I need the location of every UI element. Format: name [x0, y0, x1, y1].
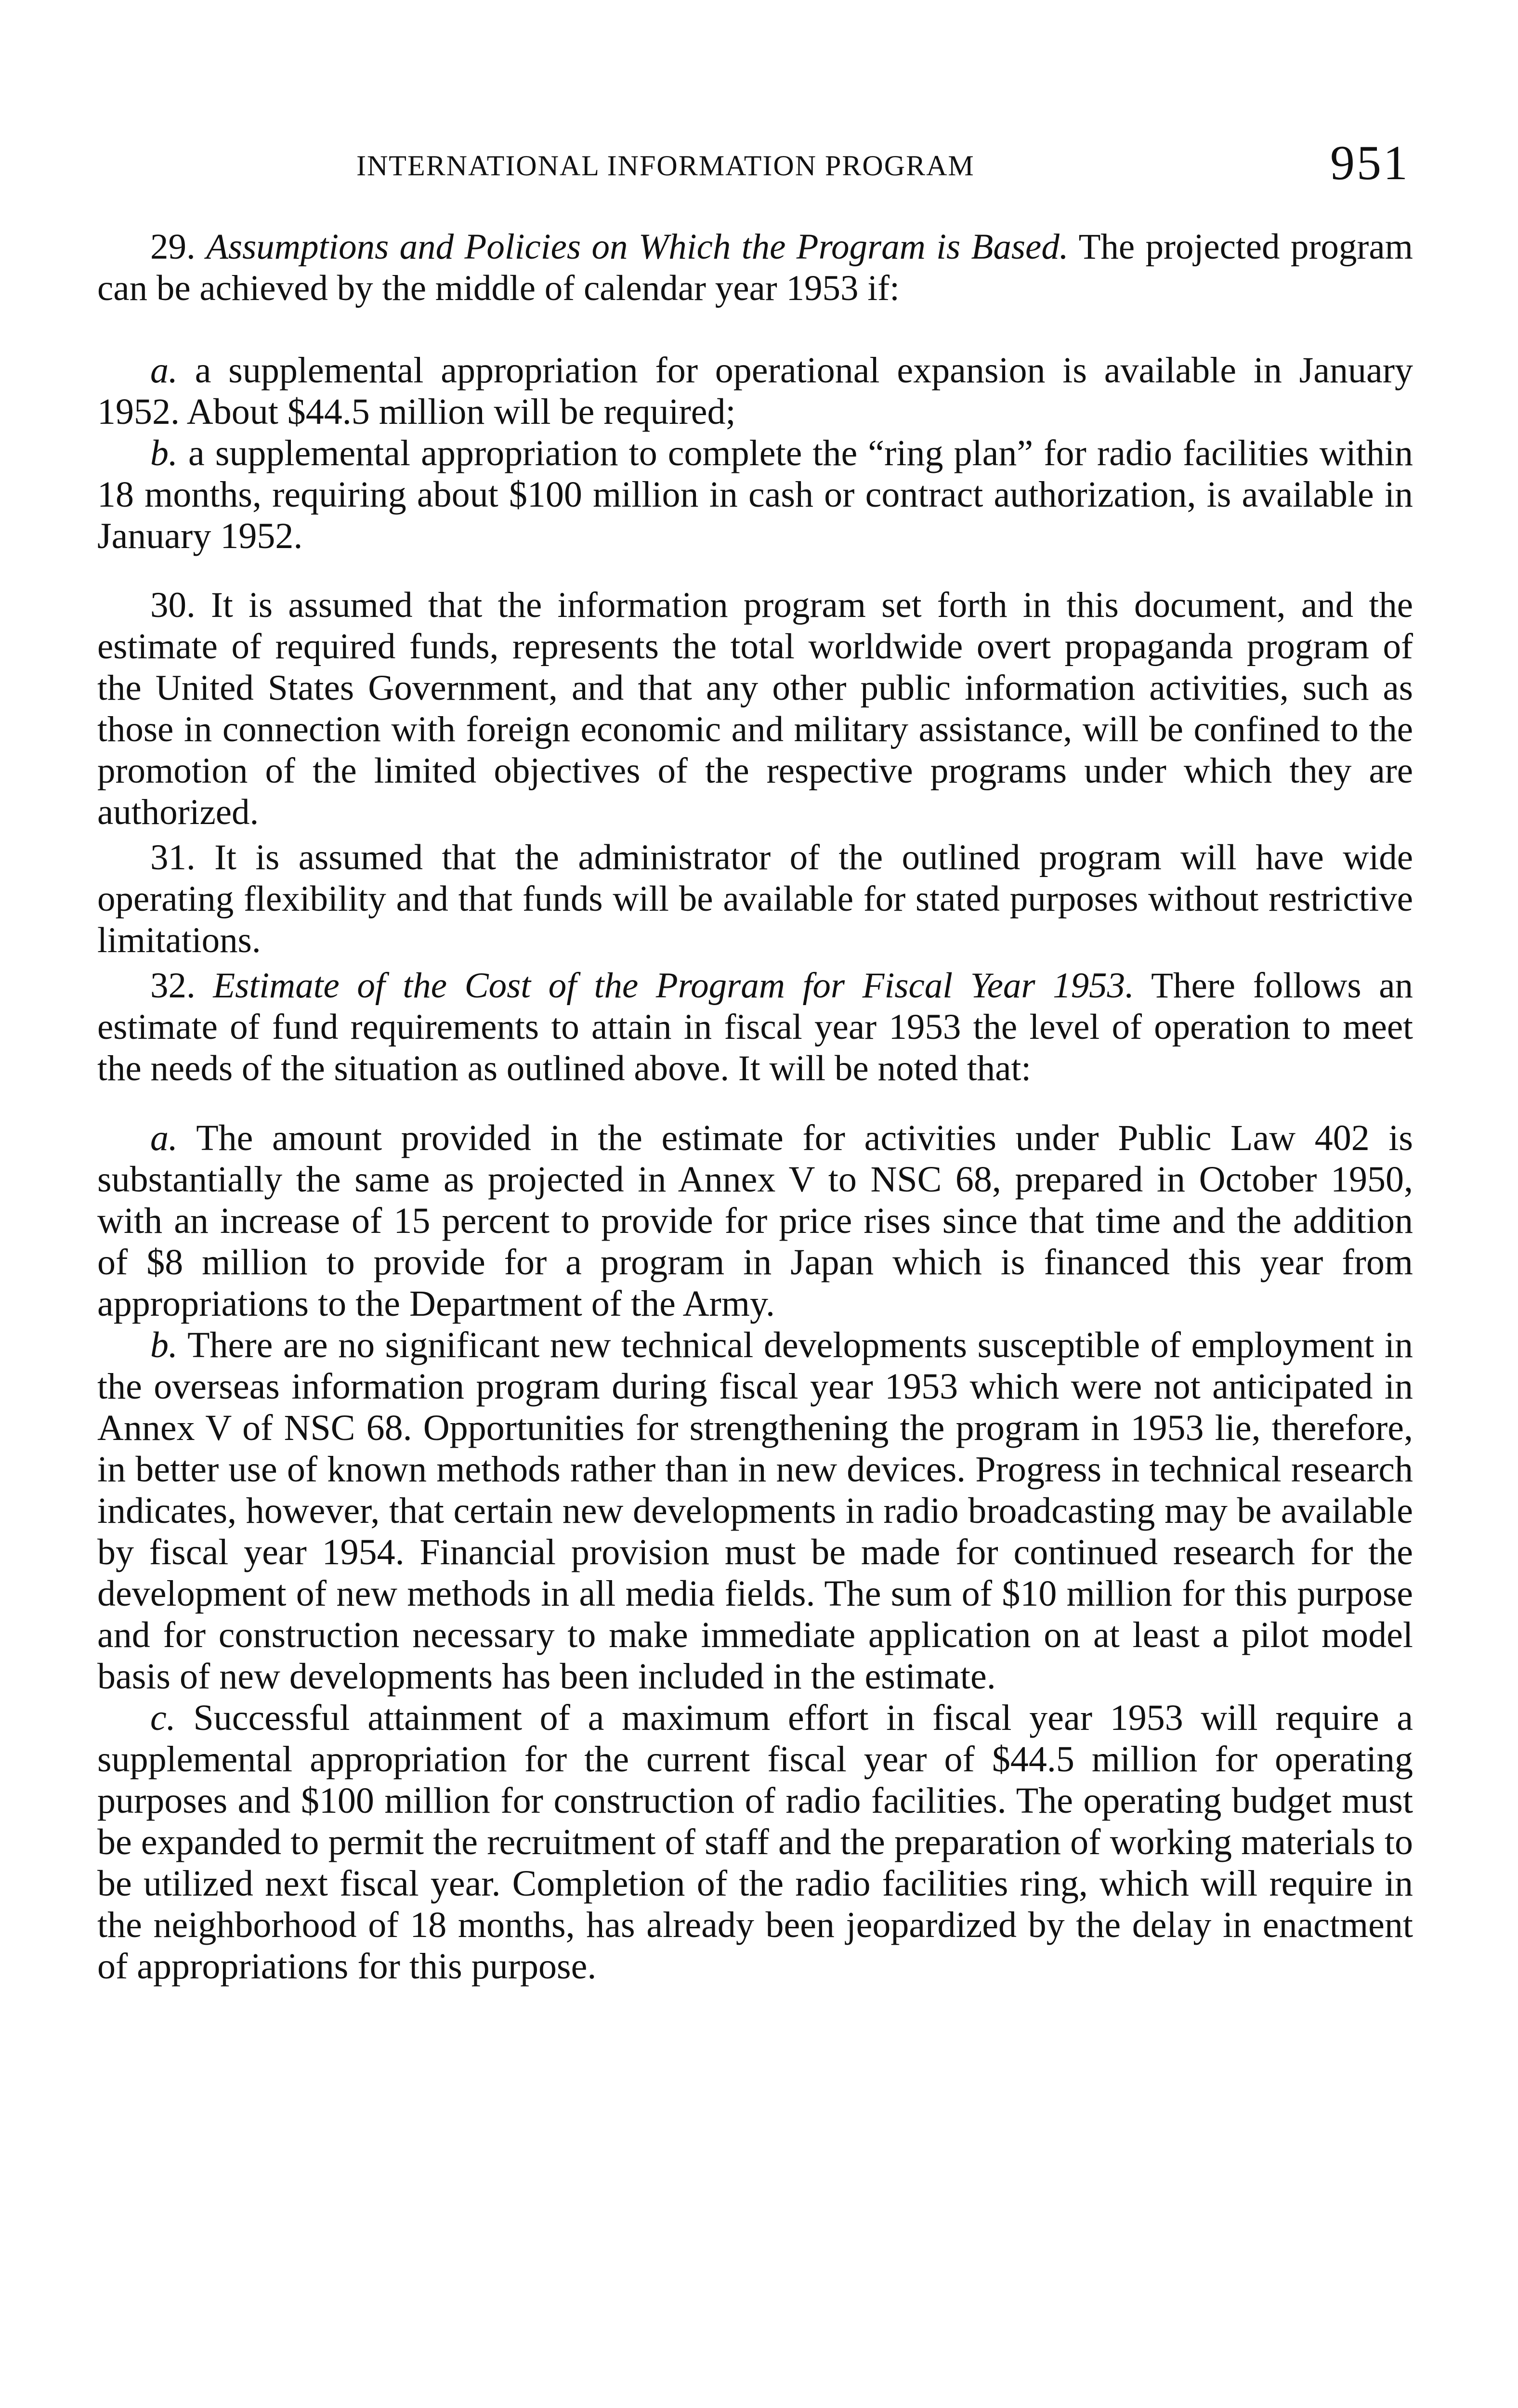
- paragraph-32: [97, 965, 1413, 1089]
- paragraph-text: a supplemental appropriation to complete the “ring plan” for radio facilities within 18 months, requiring about $100 million in cash or contract authorization, is available in January 1952.: [97, 433, 1413, 556]
- paragraph-32-b: [97, 1324, 1413, 1697]
- paragraph-text: The amount provided in the estimate for activities under Public Law 402 is substantially the same as projected in Annex V to NSC 68, prepared in October 1950, with an increase of 15 percent to provide for price rises since that time and the addition of $8 million to provide for a program in Japan which is financed this year from appropriations to the Department of the Army.: [97, 1118, 1413, 1324]
- section-heading: Estimate of the Cost of the Program for Fiscal Year 1953.: [213, 966, 1134, 1006]
- running-header: [0, 135, 1518, 188]
- paragraph-text: The projected program can be achieved by the middle of calendar year 1953 if:: [97, 227, 1413, 308]
- paragraph-text: There are no significant new technical developments susceptible of employment in the overseas information program during fiscal year 1953 which were not anticipated in Annex V of NSC 68. Opportunities for strengthening the program in 1953 lie, therefore, in better use of known methods rather than in new devices. Progress in technical research indicates, however, that certain new developments in radio broadcasting may be available by fiscal year 1954. Financial provision must be made for continued research for the development of new methods in all media fields. The sum of $10 million for this purpose and for construction necessary to make immediate application on at least a pilot model basis of new developments has been included in the estimate.: [97, 1325, 1413, 1697]
- paragraph-number: 31.: [150, 838, 196, 877]
- paragraph-30: [97, 585, 1413, 833]
- paragraph-29-b: [97, 432, 1413, 557]
- paragraph-text: There follows an estimate of fund requirements to attain in fiscal year 1953 the level of operation to meet the needs of the situation as outlined above. It will be noted that:: [97, 966, 1413, 1088]
- paragraph-text: a supplemental appropriation for operational expansion is available in January 1952. About $44.5 million will be required;: [97, 350, 1413, 432]
- list-marker: a.: [150, 350, 178, 391]
- paragraph-32-c: [97, 1697, 1413, 1987]
- paragraph-29-a: [97, 350, 1413, 432]
- list-marker: a.: [150, 1118, 178, 1158]
- paragraph-number: 30.: [150, 585, 196, 625]
- body-text: [97, 226, 1413, 1987]
- page-number: 951: [1330, 136, 1410, 190]
- list-marker: b.: [150, 1325, 178, 1365]
- paragraph-text: Successful attainment of a maximum effort in fiscal year 1953 will require a supplemental appropriation for the current fiscal year of $44.5 million for operating purposes and $100 million for construction of radio facilities. The operating budget must be expanded to permit the recruitment of staff and the preparation of working materials to be utilized next fiscal year. Completion of the radio facilities ring, which will require in the neighborhood of 18 months, has already been jeopardized by the delay in enactment of appropriations for this purpose.: [97, 1698, 1413, 1987]
- paragraph-29: [97, 226, 1413, 309]
- paragraph-text: It is assumed that the administrator of the outlined program will have wide operating flexibility and that funds will be available for stated purposes without restrictive limitations.: [97, 838, 1413, 960]
- paragraph-number: 29.: [150, 227, 196, 267]
- paragraph-31: [97, 837, 1413, 961]
- running-title: INTERNATIONAL INFORMATION PROGRAM: [356, 150, 975, 182]
- paragraph-text: It is assumed that the information program set forth in this document, and the estimate of required funds, represents the total worldwide overt propaganda program of the United States Government, and that any other public information activities, such as those in connection with foreign economic and military assistance, will be confined to the promotion of the limited objectives of the respective programs under which they are authorized.: [97, 585, 1413, 832]
- section-heading: Assumptions and Policies on Which the Program is Based.: [206, 227, 1069, 267]
- paragraph-number: 32.: [150, 966, 196, 1006]
- list-marker: c.: [150, 1698, 176, 1738]
- list-marker: b.: [150, 433, 178, 473]
- paragraph-32-a: [97, 1117, 1413, 1324]
